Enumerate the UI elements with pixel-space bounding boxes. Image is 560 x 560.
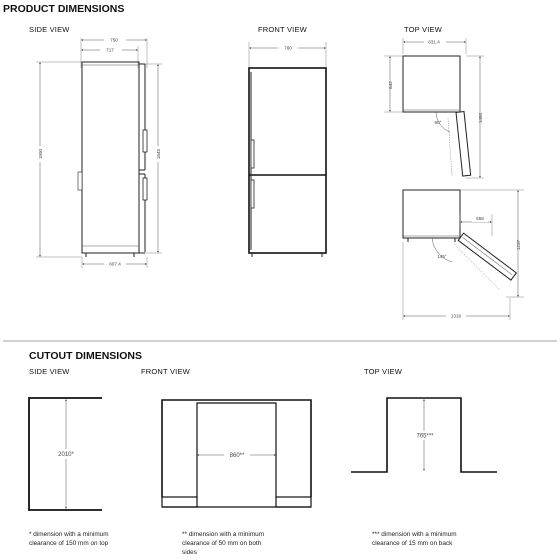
note-side-clearance	[182, 531, 264, 556]
side-height-body-dim: 1845	[156, 148, 161, 160]
svg-text:* dimension with a minimum: * dimension with a minimum	[29, 531, 109, 538]
side-depth-body-dim: 717	[106, 47, 114, 53]
top-width-open-dim: 831.4	[428, 39, 440, 45]
cutout-side-height-dim: 2010*	[58, 452, 74, 458]
cutout-front-view-label: FRONT VIEW	[141, 367, 190, 376]
top-depth-dim: 642	[388, 81, 393, 89]
svg-text:sides: sides	[182, 549, 197, 556]
note-back-clearance	[372, 531, 457, 547]
cutout-top-view-label: TOP VIEW	[364, 367, 402, 376]
top-angle-145: 145°	[437, 254, 447, 259]
cutout-front-view-drawing	[162, 400, 311, 507]
side-depth-bottom-dim: 607.4	[109, 261, 121, 267]
product-front-view-drawing	[249, 42, 326, 257]
cutout-dimensions-title: CUTOUT DIMENSIONS	[29, 350, 142, 362]
product-side-view-drawing	[36, 36, 162, 268]
product-top-view-90-drawing	[384, 38, 484, 178]
top-angle-90: 90°	[434, 120, 442, 125]
product-side-view-label: SIDE VIEW	[29, 25, 70, 34]
product-top-view-145-drawing	[403, 190, 524, 320]
top-door-width-dim: 558	[476, 216, 484, 221]
front-width-dim: 760	[284, 45, 292, 51]
cutout-front-width-dim: 860**	[229, 453, 245, 459]
cutout-side-view-drawing	[29, 398, 102, 510]
cutout-top-depth-dim: 765***	[416, 433, 434, 440]
side-height-total-dim: 1890	[38, 148, 43, 160]
svg-text:clearance of 15 mm on back: clearance of 15 mm on back	[372, 540, 453, 547]
note-top-clearance	[29, 531, 109, 547]
product-top-view-label: TOP VIEW	[404, 25, 442, 34]
product-front-view-label: FRONT VIEW	[258, 25, 307, 34]
cutout-side-view-label: SIDE VIEW	[29, 367, 70, 376]
svg-text:** dimension with a minimum: ** dimension with a minimum	[182, 531, 265, 538]
svg-text:clearance of 50 mm on both: clearance of 50 mm on both	[182, 540, 262, 547]
svg-text:*** dimension with a minimum: *** dimension with a minimum	[372, 531, 457, 538]
side-depth-total-dim: 750	[110, 37, 118, 43]
product-dimensions-title: PRODUCT DIMENSIONS	[3, 3, 125, 15]
top-depth-open-90-dim: 1480	[478, 112, 483, 124]
top-width-open-145-dim: 1316	[450, 313, 462, 319]
svg-text:clearance of 150 mm on top: clearance of 150 mm on top	[29, 540, 109, 547]
top-depth-open-145-dim: 1237	[516, 239, 521, 251]
cutout-top-view-drawing	[351, 398, 497, 472]
